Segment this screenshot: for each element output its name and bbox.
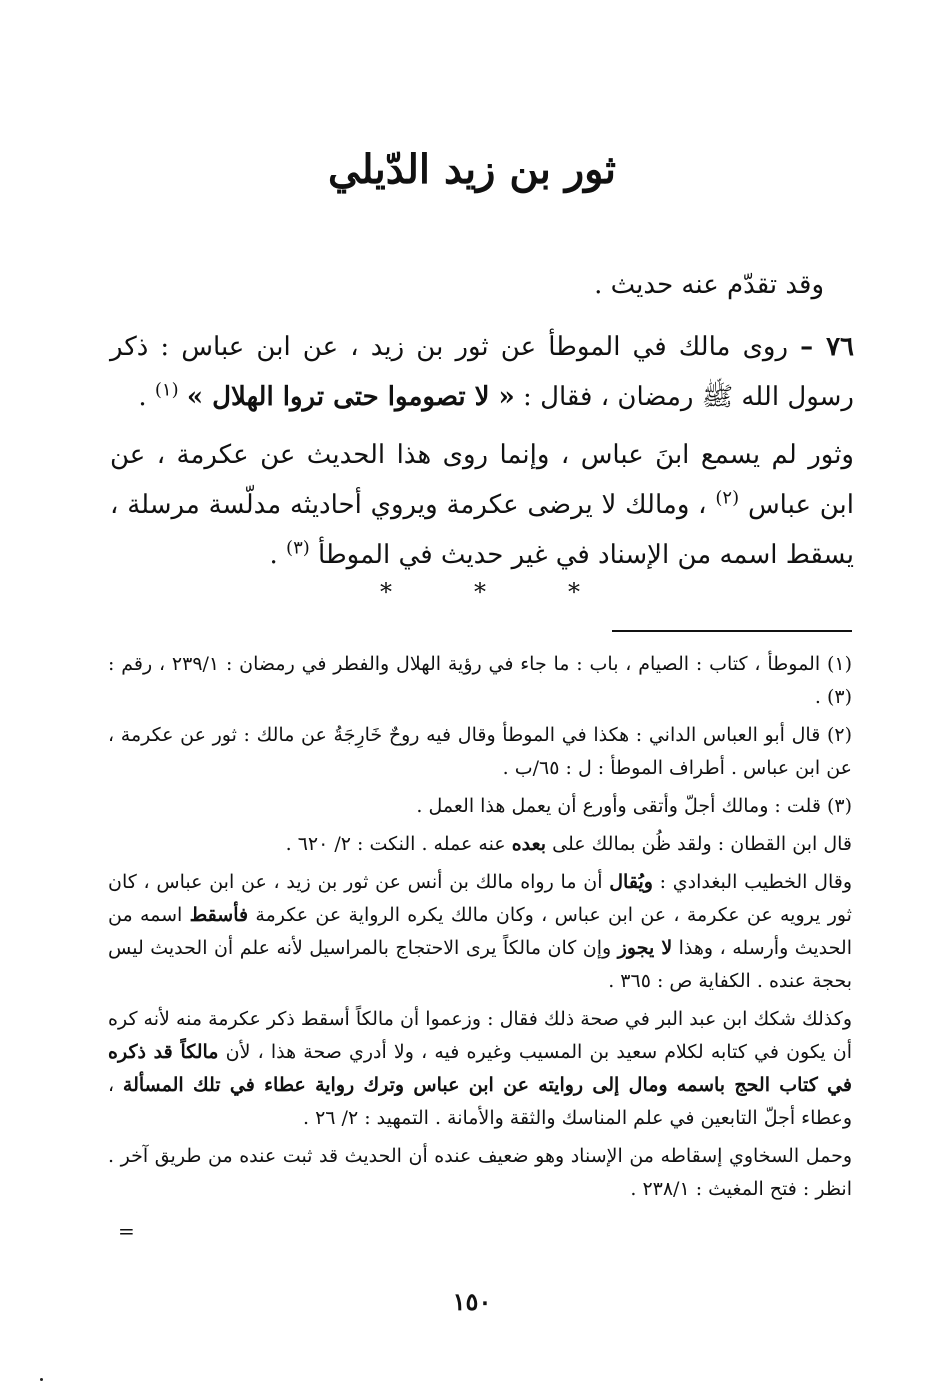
- footnote-text: ، وعطاء أجلّ التابعين في علم المناسك والثقة والأمانة . التمهيد : ٢/ ٢٦ .: [108, 1074, 852, 1129]
- footnote-text: اسمه من الحديث وأرسله ، وهذا: [108, 904, 852, 959]
- commentary-text-2: ، ومالك لا يرضى عكرمة ويروي أحاديثه مدلّسة مرسلة ، يسقط اسمه من الإسناد في غير حديث في الموطأ: [110, 490, 854, 570]
- footnote-bold-text: فأسقط: [189, 904, 249, 926]
- section-separator: [380, 574, 580, 610]
- footnote-text: وإن كان مالكاً يرى الاحتجاج بالمراسيل لأنه علم أن الحديث ليس بحجة عنده . الكفاية ص : ٣٦٥ .: [108, 937, 852, 992]
- commentary-paragraph: [110, 430, 854, 580]
- footnote-text: وقال الخطيب البغدادي :: [659, 871, 853, 893]
- footnote-ref-2[interactable]: (٢): [715, 487, 740, 509]
- separator-star: *: [380, 578, 392, 606]
- separator-star: *: [474, 578, 486, 606]
- footnote-text: عنه عمله . النكت : ٢/ ٦٢٠ .: [285, 833, 506, 855]
- footnotes-section: [108, 648, 852, 1211]
- footnote-3-qattan: [108, 828, 852, 861]
- chapter-title: ثور بن زيد الدّيلي: [328, 146, 616, 193]
- footnote-3-ibn-abd-al-barr: [108, 1003, 852, 1135]
- hadith-paragraph: [110, 322, 854, 422]
- footnote-text: قال ابن القطان : ولقد ظُن بمالك على: [552, 833, 852, 855]
- hadith-end: .: [138, 382, 147, 412]
- continuation-mark: =: [118, 1219, 135, 1243]
- footnote-1: (١) الموطأ ، كتاب : الصيام ، باب : ما جاء في رؤية الهلال والفطر في رمضان : ٢٣٩/١ ، رقم : (٣) .: [108, 653, 852, 708]
- footnote-bold-text: بعده: [511, 833, 547, 855]
- scan-speck: [40, 1378, 43, 1381]
- page-number: ١٥٠: [452, 1287, 492, 1316]
- footnote-bold-text: لا يجوز: [617, 937, 673, 959]
- commentary-text-1: وثور لم يسمع ابنَ عباس ، وإنما روى هذا الحديث عن عكرمة ، عن ابن عباس: [110, 440, 855, 520]
- hadith-quote: « لا تصوموا حتى تروا الهلال »: [186, 382, 515, 412]
- footnote-3-khatib: [108, 866, 852, 998]
- footnote-2: (٢) قال أبو العباس الداني : هكذا في الموطأ وقال فيه روحٌ خَارِجَةُ عن مالك : ثور عن عكرمة ، عن ابن عباس . أطراف الموطأ : ل : ٦٥/ب .: [108, 724, 852, 779]
- footnote-text: أن ما رواه مالك بن أنس عن ثور بن زيد ، عن ابن عباس ، كان ثور يرويه عن عكرمة ، عن ابن عباس ، وكان مالك يكره الرواية عن عكرمة: [108, 871, 852, 926]
- separator-star: *: [568, 578, 580, 606]
- footnote-divider: [612, 630, 852, 632]
- hadith-number: ٧٦ –: [800, 332, 854, 362]
- footnote-3-sakhawi: وحمل السخاوي إسقاطه من الإسناد وهو ضعيف عنده أن الحديث قد ثبت عنده من طريق آخر . انظر : فتح المغيث : ٢٣٨/١ .: [108, 1145, 852, 1200]
- footnote-3: (٣) قلت : ومالك أجلّ وأتقى وأورع أن يعمل هذا العمل .: [416, 795, 852, 817]
- footnote-ref-1[interactable]: (١): [154, 379, 179, 401]
- intro-line: وقد تقدّم عنه حديث .: [594, 270, 824, 300]
- footnote-bold-text: ويُقال: [609, 871, 653, 893]
- footnote-ref-3[interactable]: (٣): [286, 537, 310, 559]
- commentary-end: .: [269, 540, 278, 570]
- hadith-text: روى مالك في الموطأ عن ثور بن زيد ، عن ابن عباس : ذكر رسول الله ﷺ رمضان ، فقال :: [110, 332, 854, 412]
- footnote-bold-text: مالكاً قد ذكره في كتاب الحج باسمه ومال إلى روايته عن ابن عباس وترك رواية عطاء في تلك المسألة: [108, 1041, 852, 1096]
- footnote-text: وكذلك شكك ابن عبد البر في صحة ذلك فقال : وزعموا أن مالكاً أسقط ذكر عكرمة منه لأنه كره أن يكون في كتابه لكلام سعيد بن المسيب وغيره فيه ، ولا أدري صحة هذا ، لأن: [108, 1008, 852, 1063]
